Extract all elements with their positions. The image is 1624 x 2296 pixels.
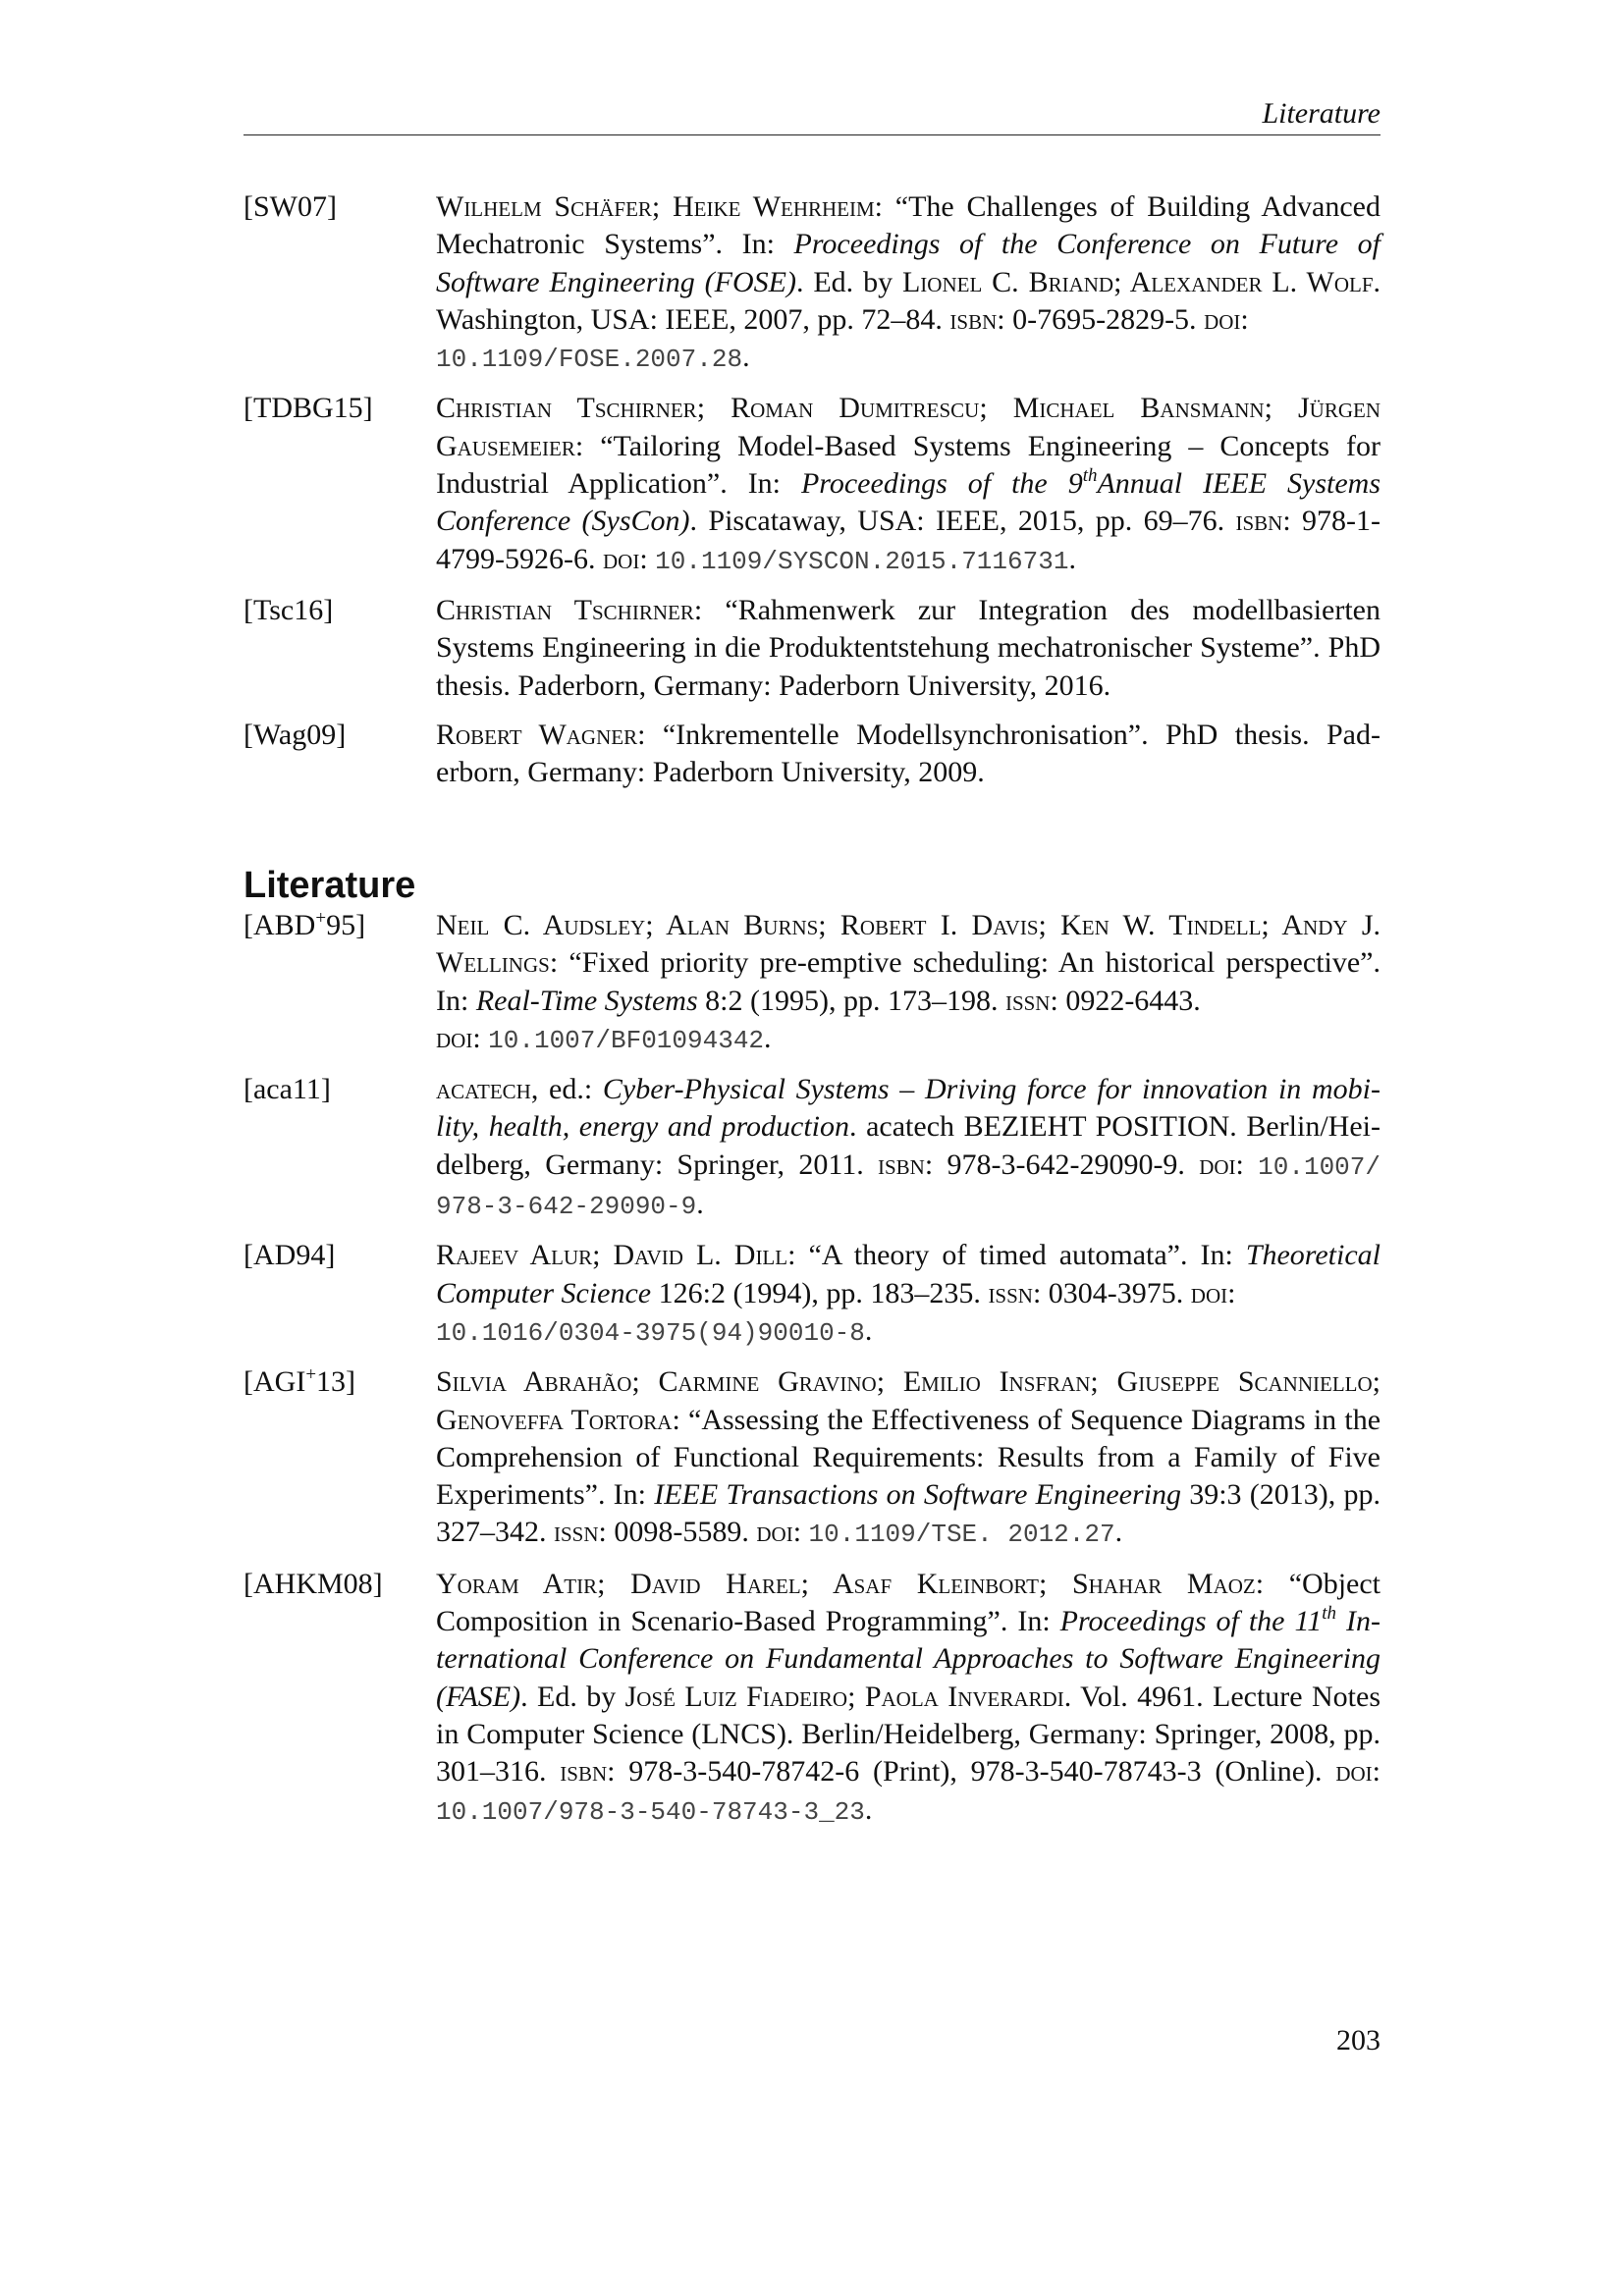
ref-end: . — [696, 1188, 704, 1221]
reference-text: Rajeev Alur; David L. Dill: “A theory of timed automata”. In: Theoretical Computer Science 126:2 (1994), pp. 183–235. issn: 0304-3975. doi: 10.1016/0304-3975(94)90010-8. — [436, 1239, 1380, 1348]
isbn-label: isbn — [878, 1148, 925, 1181]
reference-entry — [244, 907, 1380, 1059]
ref-venue: Real-Time Systems — [475, 984, 698, 1017]
venue-superscript: th — [1322, 1603, 1337, 1625]
ref-details: . acatech BEZIEHT POSITION. Berlin/Heidelberg, Germany: Springer, 2011. — [436, 1110, 1380, 1181]
doi-link[interactable]: 10.1016/0304-3975(94)90010-8 — [436, 1317, 865, 1348]
doi-link[interactable]: 10.1007/BF01094342 — [488, 1025, 765, 1055]
ref-end: . — [1068, 542, 1076, 575]
doi-label: doi — [1190, 1276, 1228, 1309]
issn: : 0304-3975. — [1032, 1276, 1191, 1309]
doi-label: doi — [1199, 1148, 1236, 1181]
doi-separator: : — [792, 1516, 809, 1549]
editors: Lionel C. Briand; Alexander L. Wolf — [901, 265, 1374, 298]
ref-venue: IEEE Transactions on Software Engineering — [654, 1478, 1181, 1512]
key-part: 95] — [326, 909, 366, 941]
citation-key — [244, 1363, 430, 1401]
issn: : 0098-5589. — [598, 1516, 757, 1549]
reference-entry — [244, 717, 1380, 792]
reference-entry — [244, 592, 1380, 705]
ref-end: . — [742, 341, 750, 374]
doi-label: doi — [602, 542, 640, 575]
ref-details: . Washington, USA: IEEE, 2007, pp. 72–84. — [436, 265, 1381, 336]
doi-label: doi — [436, 1021, 473, 1054]
venue-part: Proceedings of the 11 — [1059, 1605, 1323, 1638]
reference-text: Yoram Atir; David Harel; Asaf Kleinbort; Shahar Maoz: “Object Composition in Scenario-Based Programming”. In: Proceedings of the 11th International Conference on Fundamental Approaches to Software Engineering (FASE). Ed. by José Luiz Fiadeiro; Paola Inverardi. Vol. 4961. Lecture Notes in Computer Science (LNCS). Berlin/Heidelberg, Germany: Springer, 2008, pp. 301–316. isbn: 978-3-540-78742-6 (Print), 978-3-540-78743-3 (Online). doi: 10.1007/978-3-540-78743-3_23. — [436, 1567, 1381, 1827]
editors-prefix: . Ed. by — [520, 1680, 625, 1713]
reference-text: Silvia Abrahão; Carmine Gravino; Emilio Insfran; Giuseppe Scanniello; Genoveffa Tortora: “Assessing the Effectiveness of Sequence Diagrams in the Comprehension of Functional Requirements: Results from a Family of Five Experiments”. In: IEEE Transactions on Software Engineering 39:3 (2013), pp. 327–342. issn: 0098-5589. doi: 10.1109/TSE. 2012.27. — [436, 1365, 1381, 1550]
citation-key: [AD94] — [244, 1239, 336, 1272]
section-heading: Literature — [244, 864, 416, 906]
doi-link[interactable]: 10.1007/ 978-3-642-29090-9 — [436, 1151, 1380, 1222]
page-number: 203 — [1336, 2024, 1380, 2056]
editors: José Luiz Fiadeiro; Paola Inverardi — [624, 1680, 1064, 1713]
ref-venue: Theoretical Computer Science — [436, 1239, 1380, 1309]
doi-link[interactable]: 10.1109/TSE. 2012.27 — [808, 1520, 1115, 1550]
ref-details: 126:2 (1994), pp. 183–235. — [651, 1276, 989, 1309]
citation-key: [TDBG15] — [244, 392, 373, 425]
doi-separator: : — [1227, 1276, 1236, 1309]
doi-label: doi — [756, 1516, 793, 1549]
reference-entry — [244, 188, 1380, 378]
ref-title: “Assessing the Effectiveness of Sequence Diagrams in the Comprehension of Functional Requirements: Results from a Family of Five Experiments”. In: — [436, 1403, 1381, 1512]
doi-link[interactable]: 10.1109/SYSCON.2015.7116731 — [655, 546, 1069, 576]
authors: Robert Wagner — [436, 718, 638, 751]
reference-entry — [244, 1566, 1380, 1831]
doi-link[interactable]: 10.1007/978-3-540-78743-3_23 — [436, 1796, 865, 1827]
authors: Yoram Atir; David Harel; Asaf Kleinbort; Shahar Maoz — [436, 1567, 1256, 1600]
citation-key: [AHKM08] — [244, 1567, 383, 1600]
ref-end: . — [764, 1021, 772, 1054]
authors: Christian Tschirner — [436, 593, 694, 626]
ref-details: . Piscataway, USA: IEEE, 2015, pp. 69–76. — [689, 505, 1236, 538]
authors: Christian Tschirner; Roman Dumitrescu; Michael Bansmann; Jürgen Gausemeier — [436, 392, 1380, 462]
citation-key: [aca11] — [244, 1073, 331, 1106]
reference-text: Neil C. Audsley; Alan Burns; Robert I. Davis; Ken W. Tindell; Andy J. Wellings: “Fixed priority pre-emptive scheduling: An historical perspective”. In: Real-Time Systems 8:2 (1995), pp. 173–198. issn: 0922-6443. doi: 10.1007/BF01094342. — [436, 909, 1380, 1055]
doi-label: doi — [1335, 1755, 1373, 1789]
isbn-label: isbn — [1235, 505, 1283, 538]
reference-list-literature — [244, 907, 1380, 1842]
ref-details: 39:3 (2013), pp. 327–342. — [436, 1478, 1380, 1549]
citation-key: [SW07] — [244, 190, 337, 223]
authors: Wilhelm Schäfer; Heike Wehrheim — [436, 190, 875, 223]
ref-title: “Rahmenwerk zur Integration des modellbasierten Systems Engineering in die Produktentstehung mechatronischer Systeme”. PhD thesis. Paderborn, Germany: Paderborn University, 2016. — [436, 593, 1380, 702]
reference-entry — [244, 390, 1380, 579]
ref-title: “Tailoring Model-Based Systems Engineering – Concepts for Industrial Application”. In: — [436, 429, 1380, 501]
key-superscript: + — [305, 1364, 317, 1386]
ref-title: “A theory of timed automata”. In: — [808, 1239, 1246, 1272]
editors-prefix: . Ed. by — [795, 265, 902, 298]
reference-text: Christian Tschirner; Roman Dumitrescu; Michael Bansmann; Jürgen Gausemeier: “Tailoring Model-Based Systems Engineering – Concepts for Industrial Application”. In: Proceedings of the 9thAnnual IEEE Systems Conference (SysCon). Piscataway, USA: IEEE, 2015, pp. 69–76. isbn: 978-1-4799-5926-6. doi: 10.1109/SYSCON.2015.7116731. — [436, 392, 1381, 576]
isbn: : 978-3-642-29090-9. — [924, 1148, 1200, 1181]
authors: Rajeev Alur; David L. Dill — [436, 1239, 788, 1272]
isbn-label: isbn — [560, 1755, 608, 1789]
venue-part: International Conference on Fundamental Approaches to Software Engineering (FASE) — [436, 1605, 1380, 1713]
venue-superscript: th — [1082, 465, 1098, 487]
key-part: [ABD — [244, 909, 316, 941]
venue-part: Annual IEEE Systems Conference (SysCon) — [436, 467, 1381, 538]
running-head: Literature — [1262, 97, 1380, 130]
reference-text — [436, 1071, 1380, 1225]
ref-venue: Proceedings of the Conference on Future of Software Engineering (FOSE) — [436, 228, 1380, 298]
doi-separator: : — [472, 1021, 489, 1054]
doi-label: doi — [1204, 302, 1241, 336]
issn-label: issn — [1004, 984, 1051, 1017]
key-part: [AGI — [244, 1365, 306, 1399]
isbn: : 978-1-4799-5926-6. — [436, 505, 1380, 575]
ref-venue: Cyber-Physical Systems – Driving force for innovation in mobility, health, energy and production — [436, 1073, 1380, 1144]
ref-title: “Inkrementelle Modellsynchronisation”. PhD thesis. Paderborn, Germany: Paderborn University, 2009. — [436, 718, 1380, 789]
key-part: 13] — [316, 1365, 356, 1399]
isbn-label: isbn — [949, 302, 998, 336]
authors: Silvia Abrahão; Carmine Gravino; Emilio Insfran; Giuseppe Scanniello; Genoveffa Tortora — [436, 1365, 1380, 1436]
issn-label: issn — [554, 1516, 599, 1549]
ref-end: . — [864, 1313, 873, 1347]
editor-mark: , ed.: — [530, 1073, 603, 1106]
ref-title: “The Challenges of Building Advanced Mechatronic Systems”. In: — [436, 190, 1380, 261]
isbn: : 0-7695-2829-5. — [997, 302, 1205, 336]
issn-label: issn — [988, 1276, 1033, 1309]
authors: Neil C. Audsley; Alan Burns; Robert I. Davis; Ken W. Tindell; Andy J. Wellings — [436, 909, 1380, 980]
key-superscript: + — [315, 908, 327, 929]
reference-entry — [244, 1071, 1380, 1225]
header-rule — [244, 134, 1380, 135]
reference-list-top — [244, 188, 1380, 803]
doi-separator: : — [639, 542, 656, 575]
reference-entry — [244, 1237, 1380, 1352]
ref-details: . Vol. 4961. Lecture Notes in Computer Science (LNCS). Berlin/Heidelberg, Germany: Springer, 2008, pp. 301–316. — [436, 1680, 1380, 1789]
doi-separator: : — [1235, 1148, 1259, 1181]
citation-key — [244, 907, 430, 944]
ref-details: 8:2 (1995), pp. 173–198. — [697, 984, 1005, 1017]
reference-text: Christian Tschirner: “Rahmenwerk zur Integration des modellbasierten Systems Engineering in die Produktentstehung mechatronischer Systeme”. PhD thesis. Paderborn, Germany: Paderborn University, 2016. — [436, 593, 1380, 702]
ref-title: “Object Composition in Scenario-Based Programming”. In: — [436, 1567, 1381, 1638]
venue-part: Proceedings of the 9 — [800, 467, 1083, 501]
ref-end: . — [1114, 1516, 1123, 1549]
doi-link[interactable]: 10.1109/FOSE.2007.28 — [436, 345, 743, 375]
authors: acatech — [436, 1073, 531, 1106]
ref-end: . — [864, 1792, 873, 1826]
issn: : 0922-6443. — [1050, 984, 1201, 1017]
reference-entry — [244, 1363, 1380, 1553]
citation-key: [Tsc16] — [244, 593, 334, 626]
doi-separator: : — [1372, 1755, 1380, 1789]
reference-text: Wilhelm Schäfer; Heike Wehrheim: “The Challenges of Building Advanced Mechatronic Systems”. In: Proceedings of the Conference on Future of Software Engineering (FOSE). Ed. by Lionel C. Briand; Alexander L. Wolf. Washington, USA: IEEE, 2007, pp. 72–84. isbn: 0-7695-2829-5. doi: 10.1109/FOSE.2007.28. — [436, 190, 1381, 375]
isbn: : 978-3-540-78742-6 (Print), 978-3-540-78743-3 (Online). — [607, 1755, 1336, 1789]
reference-text: Robert Wagner: “Inkrementelle Modellsynchronisation”. PhD thesis. Paderborn, Germany: Paderborn University, 2009. — [436, 718, 1380, 789]
citation-key: [Wag09] — [244, 718, 347, 751]
doi-separator: : — [1240, 302, 1249, 336]
ref-title: “Fixed priority pre-emptive scheduling: An historical perspective”. In: — [436, 946, 1380, 1017]
